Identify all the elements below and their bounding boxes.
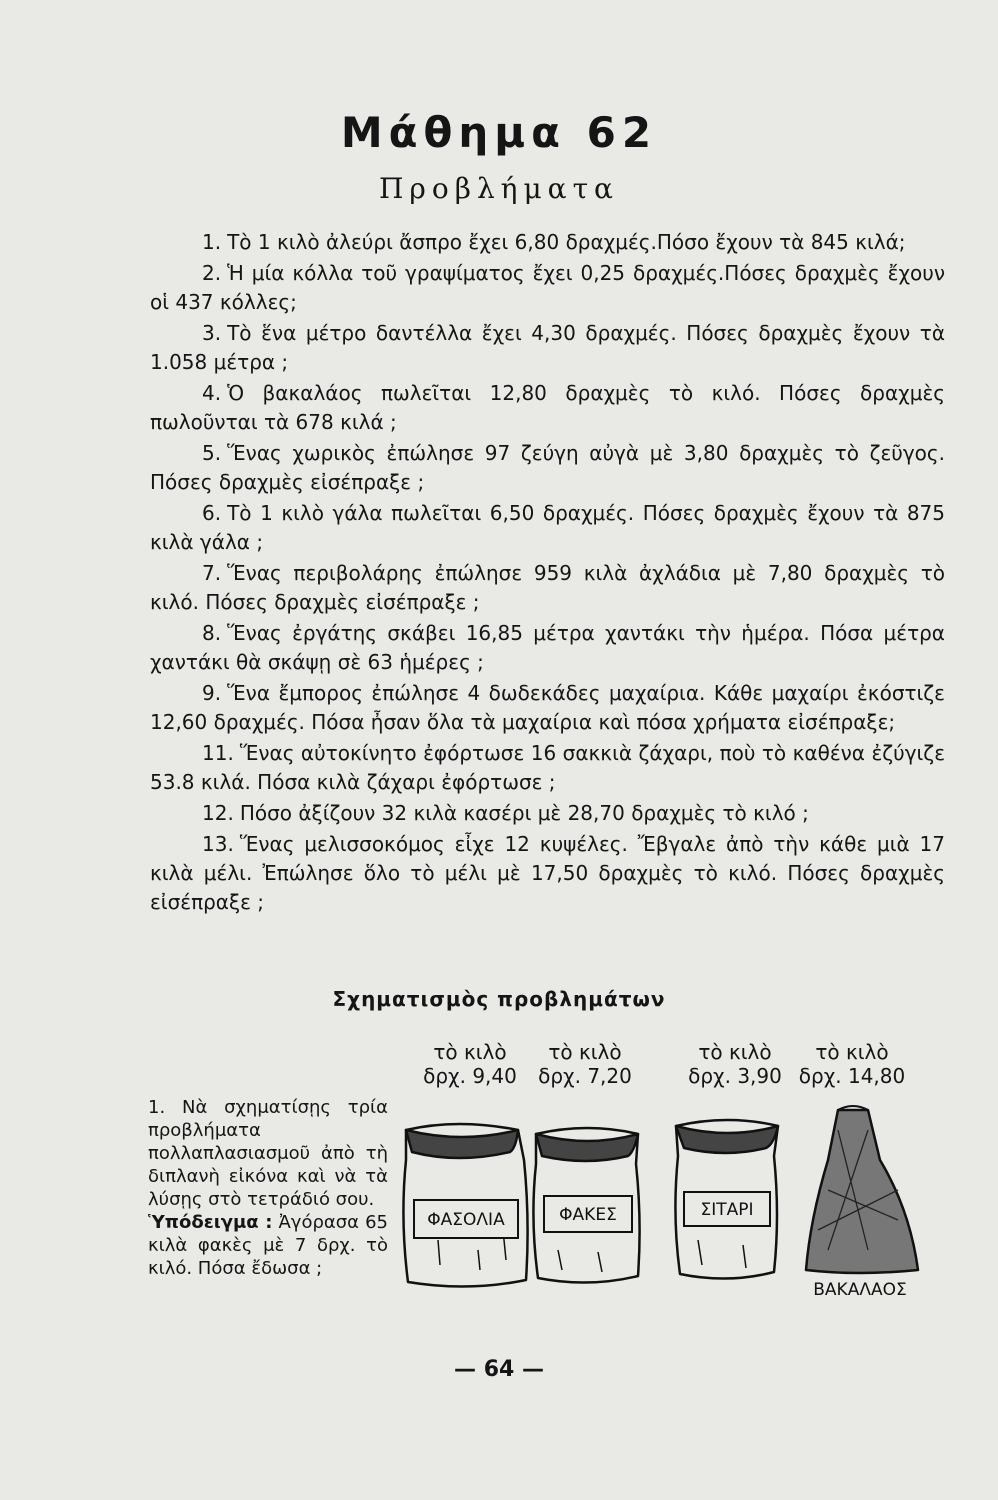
problems-list (150, 228, 945, 919)
problem-item: 6. Τὸ 1 κιλὸ γάλα πωλεῖται 6,50 δραχμές. Πόσες δραχμὲς ἔχουν τὰ 875 κιλὰ γάλα ; (150, 501, 945, 554)
price-label-beans: τὸ κιλὸ δρχ. 9,40 (423, 1040, 517, 1088)
price-label-lentils: τὸ κιλὸ δρχ. 7,20 (538, 1040, 632, 1088)
problem-item: 13. Ἕνας μελισσοκόμος εἶχε 12 κυψέλες. Ἔβγαλε ἀπὸ τὴν κάθε μιὰ 17 κιλὰ μέλι. Ἐπώλησε ὅλο τὸ μέλι μὲ 17,50 δραχμὲς τὸ κιλό. Πόσες δραχμὲς εἰσέπραξε ; (150, 832, 945, 914)
problem-item: 3. Τὸ ἕνα μέτρο δαντέλλα ἔχει 4,30 δραχμές. Πόσες δραχμὲς ἔχουν τὰ 1.058 μέτρα ; (150, 321, 945, 374)
problem-item: 2. Ἡ μία κόλλα τοῦ γραψίματος ἔχει 0,25 δραχμές.Πόσες δραχμὲς ἔχουν οἱ 437 κόλλες; (150, 261, 945, 314)
beans-label: ΦΑΣΟΛΙΑ (427, 1210, 505, 1230)
price-label-cod: τὸ κιλὸ δρχ. 14,80 (798, 1040, 906, 1088)
problem-item: 5. Ἕνας χωρικὸς ἐπώλησε 97 ζεύγη αὐγὰ μὲ 3,80 δραχμὲς τὸ ζεῦγος. Πόσες δραχμὲς εἰσέπραξε ; (150, 441, 945, 494)
problem-item: 4. Ὁ βακαλάος πωλεῖται 12,80 δραχμὲς τὸ κιλό. Πόσες δραχμὲς πωλοῦνται τὰ 678 κιλά ; (150, 381, 945, 434)
lesson-title: Μάθημα 62 (340, 108, 658, 157)
formation-title: Σχηματισμὸς προβλημάτων (332, 987, 666, 1011)
problem-item: 11. Ἕνας αὐτοκίνητο ἐφόρτωσε 16 σακκιὰ ζάχαρι, ποὺ τὸ καθένα ἐζύγιζε 53.8 κιλά. Πόσα κιλὰ ζάχαρι ἐφόρτωσε ; (150, 741, 945, 794)
sacks-illustration (398, 1100, 948, 1305)
problem-item: 8. Ἕνας ἐργάτης σκάβει 16,85 μέτρα χαντάκι τὴν ἡμέρα. Πόσα μέτρα χαντάκι θὰ σκάψῃ σὲ 63 ἡμέρες ; (150, 621, 945, 674)
lesson-subtitle: Προβλήματα (379, 172, 619, 205)
cod-fish-icon (806, 1106, 918, 1273)
price-label-wheat: τὸ κιλὸ δρχ. 3,90 (688, 1040, 782, 1088)
problem-item: 12. Πόσο ἀξίζουν 32 κιλὰ κασέρι μὲ 28,70 δραχμὲς τὸ κιλό ; (202, 801, 809, 825)
wheat-label: ΣΙΤΑΡΙ (700, 1200, 754, 1220)
problem-item: 7. Ἕνας περιβολάρης ἐπώλησε 959 κιλὰ ἀχλάδια μὲ 7,80 δραχμὲς τὸ κιλό. Πόσες δραχμὲς εἰσέπραξε ; (150, 561, 945, 614)
problem-item: 9. Ἕνα ἔμπορος ἐπώλησε 4 δωδεκάδες μαχαίρια. Κάθε μαχαίρι ἐκόστιζε 12,60 δραχμές. Πόσα ἦσαν ὅλα τὰ μαχαίρια καὶ πόσα χρήματα εἰσέπραξε; (150, 681, 945, 734)
page-number: — 64 — (454, 1357, 544, 1382)
cod-label: ΒΑΚΑΛΑΟΣ (813, 1280, 907, 1300)
problem-item: 1. Τὸ 1 κιλὸ ἀλεύρι ἄσπρο ἔχει 6,80 δραχμές.Πόσο ἔχουν τὰ 845 κιλά; (202, 230, 906, 254)
exercise-instructions: 1. Νὰ σχηματίσῃς τρία προβλήματα πολλαπλασιασμοῦ ἀπὸ τὴ διπλανὴ εἰκόνα καὶ νὰ τὰ λύσῃς στὸ τετράδιό σου. Ὑπόδειγμα : Ἀγόρασα 65 κιλὰ φακὲς μὲ 7 δρχ. τὸ κιλό. Πόσα ἔδωσα ; (148, 1097, 388, 1279)
lentils-label: ΦΑΚΕΣ (559, 1205, 617, 1225)
